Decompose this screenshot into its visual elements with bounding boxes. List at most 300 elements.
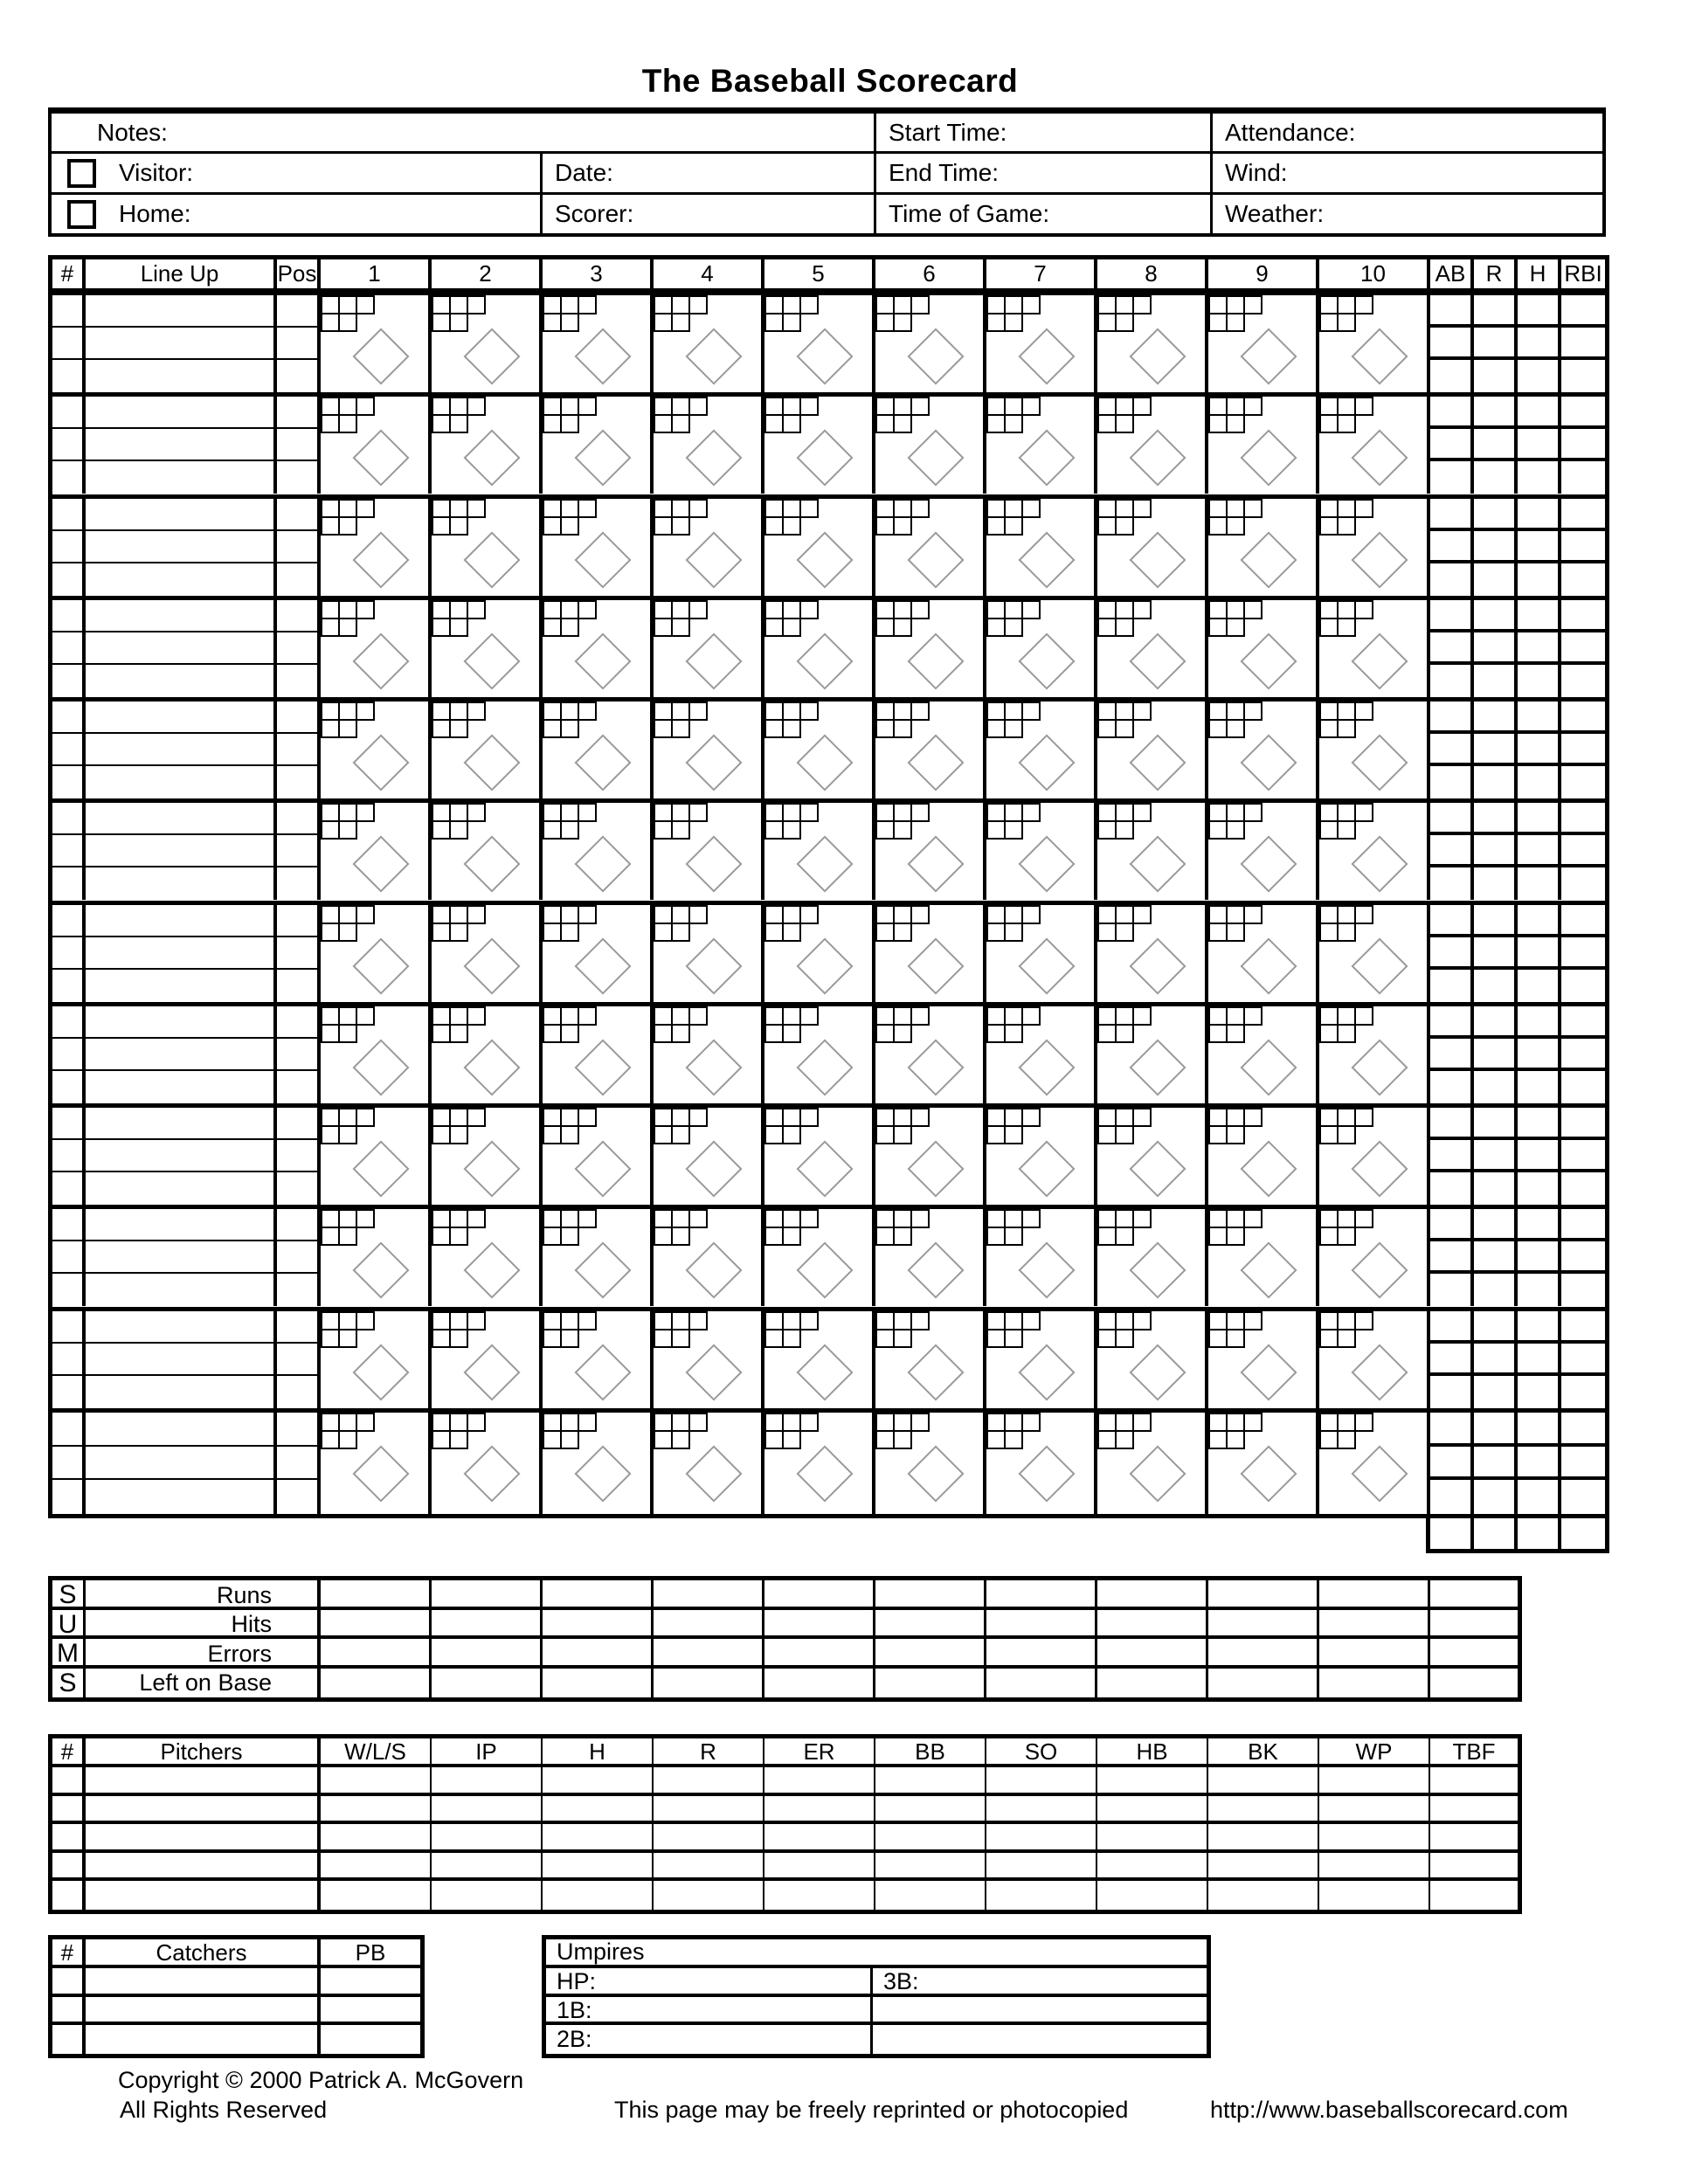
pitch-count-boxes	[1208, 702, 1263, 738]
pitch-count-box	[1004, 1024, 1023, 1043]
home-label: Home:	[119, 200, 191, 227]
player-name-cell	[86, 397, 277, 429]
baseball-diamond-icon	[463, 430, 520, 487]
baseball-diamond-icon	[463, 632, 520, 689]
sums-cell	[543, 1669, 654, 1698]
pitch-count-box	[1132, 1209, 1152, 1228]
pitch-count-boxes	[875, 1108, 930, 1144]
pitch-count-box	[893, 1227, 912, 1246]
baseball-diamond-icon	[1018, 1445, 1075, 1502]
pitch-count-box	[1337, 1108, 1356, 1127]
stat-cell	[1430, 1108, 1474, 1140]
strikes-row	[432, 516, 486, 536]
pitch-count-box	[432, 295, 451, 314]
player-pos-cell	[277, 803, 321, 835]
stat-cell	[1518, 835, 1561, 867]
strikes-row	[1097, 1329, 1152, 1348]
player-name-cell	[86, 1274, 277, 1306]
pitch-count-boxes	[986, 1209, 1041, 1246]
pitch-count-box	[1208, 618, 1228, 637]
pitch-count-box	[1132, 702, 1152, 721]
stat-cell	[1518, 665, 1561, 697]
pitch-count-box	[910, 600, 930, 619]
strikes-row	[1319, 719, 1373, 738]
player-number-cell	[52, 328, 86, 360]
pitch-count-box	[543, 719, 562, 738]
balls-row	[986, 1413, 1041, 1432]
footer-copyright: Copyright © 2000 Patrick A. McGovern	[118, 2067, 524, 2093]
player-pos-cell	[277, 1039, 321, 1071]
pitch-count-box	[688, 1311, 708, 1330]
pitch-count-box	[1319, 1430, 1339, 1449]
pitch-count-box	[1337, 618, 1356, 637]
pitcher-cell	[1319, 1824, 1430, 1849]
pitch-count-boxes	[875, 702, 930, 738]
pitch-count-box	[986, 719, 1006, 738]
pitch-count-box	[356, 600, 375, 619]
pitch-count-box	[1337, 295, 1356, 314]
inning-cell	[1208, 1108, 1319, 1205]
inning-cell	[986, 499, 1097, 596]
pitch-count-box	[338, 702, 357, 721]
sums-cell	[1097, 1639, 1208, 1669]
pitch-count-box	[986, 414, 1006, 433]
strikes-row	[986, 1227, 1041, 1246]
pitch-count-box	[1319, 1209, 1339, 1228]
pitch-count-box	[875, 414, 895, 433]
pitchers-header-row	[52, 1738, 1518, 1767]
pitch-count-box	[432, 516, 451, 536]
stat-cell	[1561, 937, 1605, 970]
balls-row	[432, 1311, 486, 1330]
inning-cell	[654, 1006, 764, 1103]
pitch-count-box	[1132, 1006, 1152, 1026]
stat-cell	[1518, 1140, 1561, 1172]
pitch-count-box	[560, 719, 579, 738]
strikes-row	[986, 820, 1041, 840]
pitch-count-box	[1021, 702, 1041, 721]
pitch-count-box	[1115, 313, 1134, 332]
catcher-cell	[52, 1997, 86, 2022]
pitch-count-box	[321, 803, 340, 822]
player-pos-cell	[277, 1172, 321, 1205]
balls-row	[432, 295, 486, 314]
stat-cell	[1518, 1209, 1561, 1241]
pitch-count-box	[1021, 1413, 1041, 1432]
catcher-row	[52, 2025, 420, 2054]
baseball-diamond-icon	[1240, 632, 1297, 689]
pitch-count-box	[1021, 295, 1041, 314]
stat-cell	[1518, 1006, 1561, 1039]
pitch-count-box	[432, 803, 451, 822]
inning-cell	[321, 1311, 432, 1408]
sums-cell	[654, 1669, 764, 1698]
pitch-count-boxes	[432, 397, 486, 433]
pitch-count-box	[543, 1108, 562, 1127]
stat-cell	[1561, 1447, 1605, 1481]
pitcher-cell	[432, 1796, 543, 1821]
pitch-count-box	[1354, 295, 1373, 314]
player-pos-cell	[277, 1480, 321, 1514]
pitch-count-box	[782, 702, 801, 721]
pitch-count-box	[560, 702, 579, 721]
pitch-count-box	[875, 1227, 895, 1246]
pitch-count-box	[1319, 414, 1339, 433]
pitch-count-box	[671, 295, 690, 314]
pitchers-header-cell: WP	[1319, 1738, 1430, 1766]
pitch-count-box	[893, 313, 912, 332]
pitch-count-box	[1004, 803, 1023, 822]
pitch-count-boxes	[654, 1413, 708, 1449]
pitch-count-box	[1319, 1311, 1339, 1330]
baseball-diamond-icon	[1129, 1344, 1186, 1400]
stat-cell	[1430, 632, 1474, 665]
inning-cell	[654, 1108, 764, 1205]
player-name-cell	[86, 1413, 277, 1447]
baseball-diamond-icon	[1351, 531, 1408, 588]
footer-url: http://www.baseballscorecard.com	[1210, 2097, 1568, 2123]
pitch-count-box	[893, 803, 912, 822]
strikes-row	[1319, 1024, 1373, 1043]
pitcher-cell	[1430, 1881, 1518, 1910]
inning-cell	[432, 1413, 543, 1514]
pitch-count-box	[1208, 702, 1228, 721]
pitch-count-boxes	[1208, 1209, 1263, 1246]
pitch-count-box	[893, 1024, 912, 1043]
sums-cell	[654, 1610, 764, 1640]
balls-row	[875, 803, 930, 822]
pitch-count-box	[1208, 1413, 1228, 1432]
pitcher-cell	[1208, 1853, 1319, 1878]
baseball-diamond-icon	[352, 734, 409, 791]
stat-cell	[1518, 600, 1561, 632]
pitch-count-box	[1208, 1311, 1228, 1330]
home-cell	[52, 192, 540, 233]
inning-cell	[986, 397, 1097, 494]
baseball-diamond-icon	[463, 836, 520, 893]
pitch-count-boxes	[321, 1311, 375, 1348]
pitch-count-box	[910, 1108, 930, 1127]
inning-header: 7	[986, 259, 1097, 288]
stat-cell	[1518, 702, 1561, 734]
lineup-grid	[48, 255, 1609, 1518]
pitch-count-box	[893, 1311, 912, 1330]
inning-cell	[1208, 397, 1319, 494]
stat-cell	[1474, 937, 1518, 970]
pitch-count-boxes	[321, 499, 375, 536]
strikes-row	[986, 719, 1041, 738]
pitch-count-boxes	[986, 905, 1041, 942]
pitch-count-box	[449, 820, 468, 840]
balls-row	[875, 1311, 930, 1330]
pitch-count-boxes	[986, 1006, 1041, 1043]
pitch-count-box	[543, 923, 562, 942]
pitch-count-box	[671, 1024, 690, 1043]
pitch-count-boxes	[764, 702, 819, 738]
pitcher-cell	[86, 1853, 321, 1878]
pitch-count-boxes	[875, 499, 930, 536]
inning-cell	[1319, 1108, 1430, 1205]
pitch-count-box	[893, 499, 912, 518]
player-name-cell	[86, 1006, 277, 1039]
strikes-row	[875, 414, 930, 433]
sums-cell	[654, 1580, 764, 1610]
pitcher-cell	[1208, 1881, 1319, 1910]
pitch-count-box	[449, 803, 468, 822]
pitch-count-box	[782, 1329, 801, 1348]
baseball-diamond-icon	[1240, 1344, 1297, 1400]
inning-cell	[1319, 499, 1430, 596]
stat-cell	[1561, 1311, 1605, 1344]
strikes-row	[432, 820, 486, 840]
inning-cell	[875, 905, 986, 1002]
strikes-row	[875, 719, 930, 738]
strikes-row	[432, 1227, 486, 1246]
pitch-count-box	[560, 923, 579, 942]
stat-cell	[1474, 1344, 1518, 1376]
inning-cell	[432, 1209, 543, 1306]
baseball-diamond-icon	[1240, 1140, 1297, 1197]
pitch-count-box	[654, 702, 673, 721]
baseball-diamond-icon	[796, 328, 853, 384]
stat-cell	[1430, 905, 1474, 937]
pitch-count-box	[449, 905, 468, 924]
stat-cell	[1474, 970, 1518, 1002]
pitch-count-box	[1226, 1311, 1245, 1330]
baseball-diamond-icon	[1018, 430, 1075, 487]
pitch-count-boxes	[321, 1108, 375, 1144]
balls-row	[764, 295, 819, 314]
pitch-count-box	[1097, 923, 1117, 942]
pitch-count-box	[560, 1227, 579, 1246]
inning-cell	[1208, 600, 1319, 697]
sums-total-cell	[1430, 1639, 1518, 1669]
pitch-count-box	[1097, 1430, 1117, 1449]
baseball-diamond-icon	[907, 1039, 964, 1095]
pitch-count-box	[986, 499, 1006, 518]
pitch-count-box	[1354, 702, 1373, 721]
inning-cell	[764, 1311, 875, 1408]
pitch-count-box	[560, 803, 579, 822]
baseball-diamond-icon	[352, 937, 409, 994]
balls-row	[875, 905, 930, 924]
strikes-row	[321, 313, 375, 332]
pitch-count-boxes	[986, 702, 1041, 738]
pitch-count-box	[321, 295, 340, 314]
pitch-count-box	[1115, 905, 1134, 924]
stat-cell	[1430, 766, 1474, 798]
player-name-cell	[86, 360, 277, 392]
pitch-count-boxes	[1319, 1413, 1373, 1449]
stat-cell	[1474, 835, 1518, 867]
stat-cell	[1561, 563, 1605, 596]
stat-cell	[1561, 734, 1605, 766]
pitcher-cell	[986, 1853, 1097, 1878]
strikes-row	[543, 516, 597, 536]
pitch-count-box	[782, 820, 801, 840]
pitcher-cell	[654, 1824, 764, 1849]
baseball-diamond-icon	[685, 1242, 742, 1299]
pitch-count-box	[671, 414, 690, 433]
pitch-count-box	[1004, 1209, 1023, 1228]
player-name-cell	[86, 665, 277, 697]
baseball-diamond-icon	[685, 1445, 742, 1502]
pitch-count-box	[1226, 1006, 1245, 1026]
pitch-count-box	[356, 803, 375, 822]
pitcher-row	[52, 1853, 1518, 1882]
stat-cell	[1430, 1006, 1474, 1039]
pitch-count-box	[654, 313, 673, 332]
pitch-count-box	[799, 702, 819, 721]
pitch-count-box	[449, 923, 468, 942]
inning-cell	[986, 1108, 1097, 1205]
visitor-checkbox	[67, 159, 96, 188]
baseball-diamond-icon	[1240, 1039, 1297, 1095]
pitch-count-boxes	[1097, 803, 1152, 840]
pitch-count-box	[356, 1413, 375, 1432]
baseball-diamond-icon	[685, 937, 742, 994]
inning-cell	[875, 1209, 986, 1306]
player-pos-cell	[277, 531, 321, 563]
pitch-count-boxes	[654, 600, 708, 637]
balls-row	[1097, 905, 1152, 924]
col-pos-header: Pos	[277, 259, 321, 288]
pitch-count-box	[654, 1413, 673, 1432]
stat-cell	[1474, 867, 1518, 900]
strikes-row	[1208, 1430, 1263, 1449]
pitch-count-box	[449, 313, 468, 332]
pitch-count-box	[543, 516, 562, 536]
pitch-count-box	[671, 1329, 690, 1348]
pitch-count-boxes	[543, 1413, 597, 1449]
pitch-count-boxes	[1097, 702, 1152, 738]
sums-cell	[321, 1639, 432, 1669]
player-block	[52, 1413, 1605, 1514]
pitch-count-boxes	[654, 1209, 708, 1246]
strikes-row	[875, 820, 930, 840]
inning-cell	[1319, 600, 1430, 697]
player-number-cell	[52, 531, 86, 563]
pitch-count-box	[764, 516, 784, 536]
inning-cell	[321, 600, 432, 697]
stat-header: RBI	[1564, 260, 1602, 287]
balls-row	[1208, 397, 1263, 416]
baseball-diamond-icon	[1351, 328, 1408, 384]
pitch-count-box	[799, 905, 819, 924]
pitch-count-box	[893, 1209, 912, 1228]
balls-row	[543, 397, 597, 416]
pitch-count-box	[986, 1430, 1006, 1449]
pitcher-cell	[875, 1824, 986, 1849]
stat-cell	[1518, 1480, 1561, 1514]
stat-cell	[1474, 1311, 1518, 1344]
balls-row	[764, 1413, 819, 1432]
sums-row	[52, 1669, 1518, 1698]
stat-cell	[1561, 1480, 1605, 1514]
pitch-count-boxes	[543, 1108, 597, 1144]
pitch-count-box	[1208, 803, 1228, 822]
pitch-count-boxes	[1319, 905, 1373, 942]
player-block	[52, 1209, 1605, 1310]
pitcher-cell	[543, 1767, 654, 1793]
baseball-diamond-icon	[1351, 1445, 1408, 1502]
stat-cell	[1474, 1140, 1518, 1172]
pitch-count-box	[578, 1209, 597, 1228]
pitch-count-boxes	[654, 1006, 708, 1043]
pitch-count-box	[1004, 1006, 1023, 1026]
stat-cell	[1561, 360, 1605, 392]
inning-cell	[875, 1413, 986, 1514]
stat-cell	[1561, 1274, 1605, 1306]
strikes-row	[1208, 1227, 1263, 1246]
pitch-count-box	[986, 803, 1006, 822]
pitcher-cell	[52, 1796, 86, 1821]
stat-cell	[1474, 328, 1518, 360]
pitch-count-box	[578, 1108, 597, 1127]
pitcher-cell	[86, 1824, 321, 1849]
baseball-diamond-icon	[1129, 1039, 1186, 1095]
stat-cell	[1474, 1006, 1518, 1039]
pitch-count-boxes	[764, 600, 819, 637]
strikes-row	[875, 923, 930, 942]
balls-row	[875, 1006, 930, 1026]
pitcher-cell	[986, 1796, 1097, 1821]
pitch-count-box	[338, 905, 357, 924]
visitor-label: Visitor:	[119, 159, 194, 186]
pitch-count-box	[560, 295, 579, 314]
baseball-diamond-icon	[1240, 937, 1297, 994]
pitch-count-boxes	[986, 1413, 1041, 1449]
pitch-count-box	[1004, 397, 1023, 416]
pitch-count-box	[1097, 1311, 1117, 1330]
pitch-count-box	[782, 1430, 801, 1449]
inning-header: 1	[321, 259, 432, 288]
player-number-cell	[52, 970, 86, 1002]
pitch-count-box	[338, 397, 357, 416]
pitch-count-box	[764, 1209, 784, 1228]
baseball-diamond-icon	[574, 632, 631, 689]
pitch-count-boxes	[1319, 600, 1373, 637]
pitch-count-box	[1319, 1108, 1339, 1127]
strikes-row	[1319, 1329, 1373, 1348]
pitch-count-box	[1243, 1413, 1263, 1432]
pitch-count-box	[1097, 1329, 1117, 1348]
pitch-count-box	[1243, 905, 1263, 924]
baseball-diamond-icon	[685, 531, 742, 588]
player-number-cell	[52, 600, 86, 632]
player-name-cell	[86, 702, 277, 734]
baseball-diamond-icon	[352, 1242, 409, 1299]
inning-cell	[654, 600, 764, 697]
baseball-diamond-icon	[1240, 430, 1297, 487]
pitch-count-box	[1354, 1209, 1373, 1228]
pitch-count-box	[1004, 1108, 1023, 1127]
pitchers-header-cell: R	[654, 1738, 764, 1766]
balls-row	[432, 499, 486, 518]
pitch-count-boxes	[875, 1413, 930, 1449]
balls-row	[321, 1108, 375, 1127]
sums-cell	[432, 1669, 543, 1698]
pitch-count-box	[986, 516, 1006, 536]
strikes-row	[1208, 1024, 1263, 1043]
pitch-count-box	[1226, 923, 1245, 942]
pitcher-row	[52, 1767, 1518, 1796]
strikes-row	[1208, 923, 1263, 942]
pitch-count-box	[321, 1024, 340, 1043]
pitch-count-box	[1319, 516, 1339, 536]
pitch-count-box	[1004, 820, 1023, 840]
pitcher-cell	[1208, 1796, 1319, 1821]
